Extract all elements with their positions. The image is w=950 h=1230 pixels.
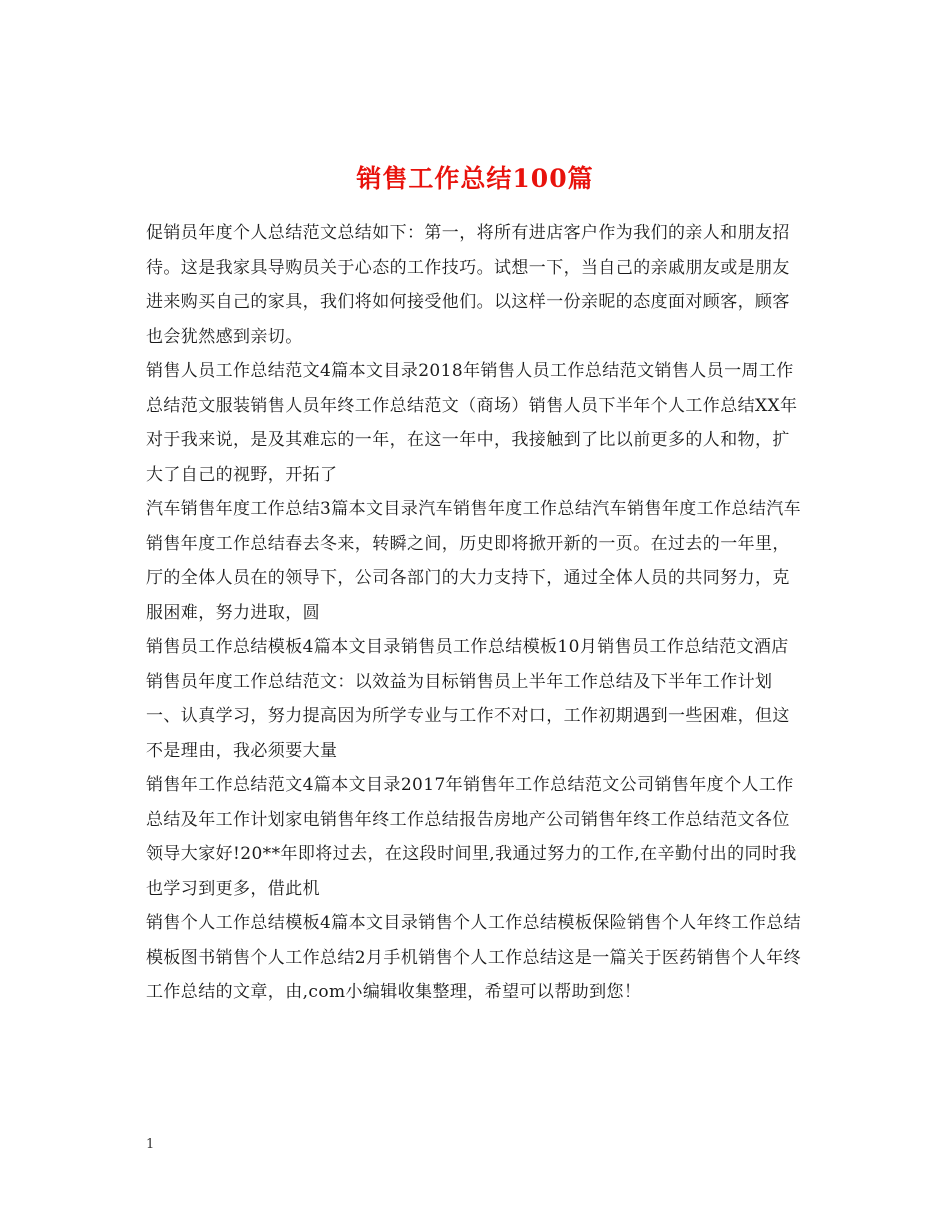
document-title: 销售工作总结100篇 bbox=[356, 163, 594, 193]
page-number: 1 bbox=[146, 1137, 155, 1152]
paragraph: 销售员工作总结模板4篇本文目录销售员工作总结模板10月销售员工作总结范文酒店销售员年度工作总结范文：以效益为目标销售员上半年工作总结及下半年工作计划一、认真学习，努力提高因为所学专业与工作不对口，工作初期遇到一些困难，但这不是理由，我必须要大量 bbox=[146, 637, 790, 761]
paragraph: 销售人员工作总结范文4篇本文目录2018年销售人员工作总结范文销售人员一周工作总结范文服装销售人员年终工作总结范文（商场）销售人员下半年个人工作总结XX年对于我来说，是及其难忘的一年，在这一年中，我接触到了比以前更多的人和物，扩大了自己的视野，开拓了 bbox=[146, 361, 798, 485]
paragraph: 促销员年度个人总结范文总结如下：第一，将所有进店客户作为我们的亲人和朋友招待。这是我家具导购员关于心态的工作技巧。试想一下，当自己的亲戚朋友或是朋友进来购买自己的家具，我们将如何接受他们。以这样一份亲昵的态度面对顾客，顾客也会犹然感到亲切。 bbox=[146, 223, 790, 347]
paragraph: 销售年工作总结范文4篇本文目录2017年销售年工作总结范文公司销售年度个人工作总结及年工作计划家电销售年终工作总结报告房地产公司销售年终工作总结范文各位领导大家好!20**年即将过去，在这段时间里,我通过努力的工作,在辛勤付出的同时我也学习到更多，借此机 bbox=[146, 775, 797, 899]
paragraph: 汽车销售年度工作总结3篇本文目录汽车销售年度工作总结汽车销售年度工作总结汽车销售年度工作总结春去冬来，转瞬之间，历史即将掀开新的一页。在过去的一年里，厅的全体人员在的领导下，公司各部门的大力支持下，通过全体人员的共同努力，克服困难，努力进取，圆 bbox=[146, 499, 802, 623]
document-body bbox=[146, 216, 806, 1010]
paragraph: 销售个人工作总结模板4篇本文目录销售个人工作总结模板保险销售个人年终工作总结模板图书销售个人工作总结2月手机销售个人工作总结这是一篇关于医药销售个人年终工作总结的文章，由,com小编辑收集整理，希望可以帮助到您！ bbox=[146, 913, 802, 1002]
